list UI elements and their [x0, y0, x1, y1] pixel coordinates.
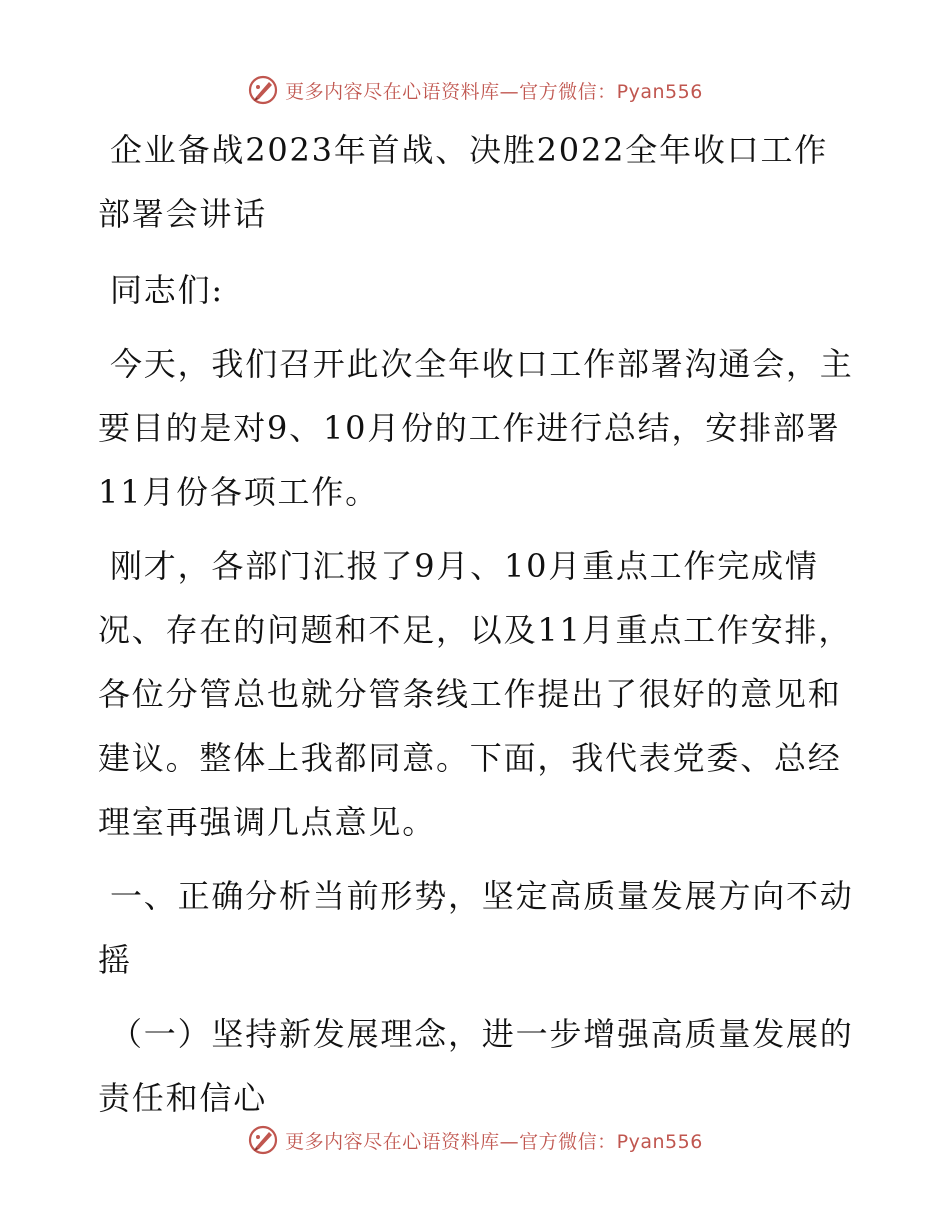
paragraph-1: 今天，我们召开此次全年收口工作部署沟通会，主要目的是对9、10月份的工作进行总结，安排部署11月份各项工作。	[98, 345, 854, 511]
section-heading-1: 一、正确分析当前形势，坚定高质量发展方向不动摇	[98, 877, 854, 979]
document-body	[98, 118, 858, 1140]
subsection-heading-1: （一）坚持新发展理念，进一步增强高质量发展的责任和信心	[98, 1015, 854, 1117]
header-watermark	[0, 72, 950, 108]
footer-watermark	[0, 1122, 950, 1158]
greeting: 同志们:	[110, 271, 224, 309]
watermark-text: 更多内容尽在心语资料库—官方微信：Pyan556	[285, 1130, 703, 1153]
watermark-text: 更多内容尽在心语资料库—官方微信：Pyan556	[285, 80, 703, 103]
quill-pen-logo-icon	[247, 74, 279, 106]
document-title: 企业备战2023年首战、决胜2022全年收口工作部署会讲话	[98, 131, 829, 233]
paragraph-2: 刚才，各部门汇报了9月、10月重点工作完成情况、存在的问题和不足，以及11月重点工作安排，各位分管总也就分管条线工作提出了很好的意见和建议。整体上我都同意。下面，我代表党委、总经理室再强调几点意见。	[98, 547, 853, 841]
quill-pen-logo-icon	[247, 1124, 279, 1156]
